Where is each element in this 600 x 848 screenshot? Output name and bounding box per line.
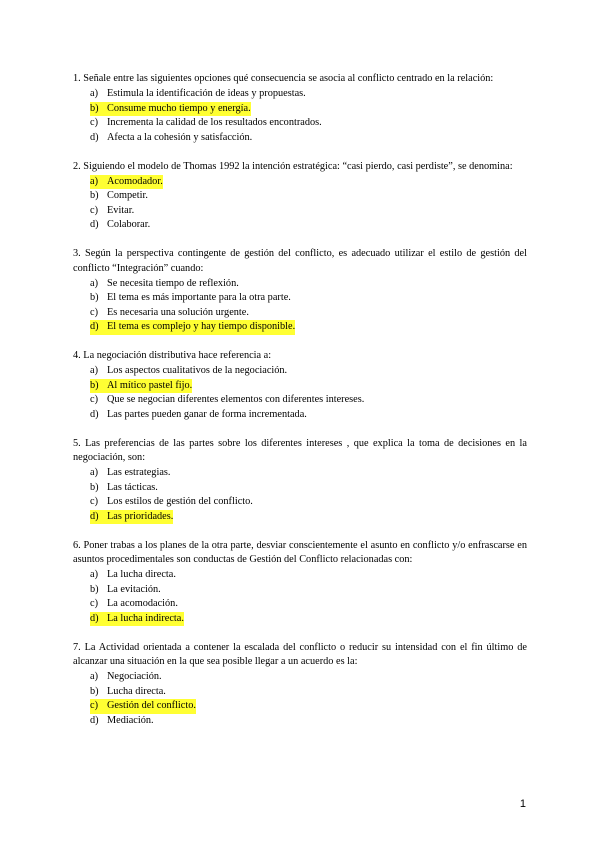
option-b	[73, 583, 527, 598]
option-b	[73, 102, 527, 117]
option-text: Negociación.	[107, 671, 162, 682]
option-list	[73, 670, 527, 728]
option-letter: c)	[90, 699, 107, 714]
option-b	[73, 189, 527, 204]
question-text: 6. Poner trabas a los planes de la otra parte, desviar conscientemente el asunto en conflicto y/o enfrascarse en asuntos procedimentales son conductas de Gestión del Conflicto relacionadas con:	[73, 539, 527, 565]
option-list	[73, 175, 527, 233]
option-a	[73, 175, 527, 190]
option-c	[73, 597, 527, 612]
page-number: 1	[519, 798, 526, 810]
option-d	[73, 714, 527, 729]
option-a	[73, 87, 527, 102]
option-letter: a)	[90, 671, 98, 682]
option-text: Estimula la identificación de ideas y propuestas.	[107, 88, 306, 99]
option-text: Incrementa la calidad de los resultados encontrados.	[107, 117, 322, 128]
option-c	[73, 393, 527, 408]
option-text: Mediación.	[107, 714, 154, 726]
option-text: Los aspectos cualitativos de la negociación.	[107, 365, 288, 376]
option-text: Lucha directa.	[107, 685, 166, 697]
option-text: Las tácticas.	[107, 481, 158, 493]
option-letter: d)	[90, 612, 107, 627]
option-b	[73, 291, 527, 306]
option-d	[73, 320, 527, 335]
option-text-highlighted: Gestión del conflicto.	[107, 699, 196, 714]
option-letter: a)	[90, 467, 98, 478]
option-c	[73, 699, 527, 714]
option-text: Es necesaria una solución urgente.	[107, 306, 249, 318]
option-letter: c)	[90, 306, 98, 318]
option-letter: c)	[90, 204, 98, 216]
question-7	[73, 641, 527, 729]
option-text: Competir.	[107, 190, 148, 201]
option-a	[73, 568, 527, 583]
option-d	[73, 131, 527, 146]
question-list	[73, 72, 527, 743]
option-text: Evitar.	[107, 204, 135, 216]
option-letter: d)	[90, 219, 99, 230]
option-c	[73, 116, 527, 131]
option-letter: c)	[90, 117, 98, 128]
question-1	[73, 72, 527, 145]
option-c	[73, 495, 527, 510]
option-text: Las estrategias.	[107, 467, 171, 478]
option-list	[73, 364, 527, 422]
option-letter: b)	[90, 583, 99, 595]
option-text: Se necesita tiempo de reflexión.	[107, 277, 239, 289]
option-a	[73, 466, 527, 481]
option-letter: c)	[90, 598, 98, 609]
question-text: 3. Según la perspectiva contingente de gestión del conflicto, es adecuado utilizar el estilo de gestión del conflicto “Integración” cuando:	[73, 248, 527, 274]
option-a	[73, 277, 527, 292]
option-text-highlighted: Las prioridades.	[107, 510, 173, 525]
option-text-highlighted: Consume mucho tiempo y energía.	[107, 102, 251, 117]
option-letter: c)	[90, 496, 98, 507]
option-text: La lucha directa.	[107, 569, 176, 580]
question-text: 7. La Actividad orientada a contener la escalada del conflicto o reducir su intensidad con el fin último de alcanzar una situación en la que sea posible llegar a un acuerdo es la:	[73, 641, 527, 667]
question-2	[73, 160, 527, 233]
option-text-highlighted: El tema es complejo y hay tiempo disponible.	[107, 320, 295, 335]
option-text-highlighted: La lucha indirecta.	[107, 612, 184, 627]
option-a	[73, 364, 527, 379]
option-text: Que se negocian diferentes elementos con diferentes intereses.	[107, 394, 365, 405]
option-letter: b)	[90, 379, 107, 394]
option-letter: a)	[90, 277, 98, 289]
option-b	[73, 379, 527, 394]
option-a	[73, 670, 527, 685]
option-text: La evitación.	[107, 583, 161, 595]
option-d	[73, 408, 527, 423]
option-d	[73, 510, 527, 525]
option-letter: d)	[90, 510, 107, 525]
option-letter: b)	[90, 292, 99, 303]
option-letter: a)	[90, 175, 107, 190]
question-3	[73, 247, 527, 335]
question-6	[73, 539, 527, 627]
question-4	[73, 349, 527, 422]
option-c	[73, 306, 527, 321]
question-text: 4. La negociación distributiva hace referencia a:	[73, 350, 272, 361]
option-b	[73, 685, 527, 700]
option-text: La acomodación.	[107, 598, 178, 609]
option-letter: b)	[90, 190, 99, 201]
option-list	[73, 466, 527, 524]
option-letter: d)	[90, 131, 99, 143]
option-text: Afecta a la cohesión y satisfacción.	[107, 131, 253, 143]
option-text: Los estilos de gestión del conflicto.	[107, 496, 253, 507]
option-d	[73, 218, 527, 233]
option-text-highlighted: Acomodador.	[107, 175, 163, 190]
option-text: El tema es más importante para la otra parte.	[107, 292, 291, 303]
question-text: 5. Las preferencias de las partes sobre los diferentes intereses , que explica la toma de decisiones en la negociación, son:	[73, 437, 527, 463]
option-b	[73, 481, 527, 496]
option-text: Colaborar.	[107, 219, 151, 230]
option-letter: d)	[90, 714, 99, 726]
option-letter: d)	[90, 320, 107, 335]
option-c	[73, 204, 527, 219]
option-list	[73, 277, 527, 335]
question-5	[73, 437, 527, 525]
option-d	[73, 612, 527, 627]
option-letter: a)	[90, 88, 98, 99]
option-letter: a)	[90, 569, 98, 580]
option-letter: c)	[90, 394, 98, 405]
option-text: Las partes pueden ganar de forma incrementada.	[107, 408, 307, 420]
option-list	[73, 87, 527, 145]
option-letter: d)	[90, 408, 99, 420]
option-letter: b)	[90, 102, 107, 117]
option-text-highlighted: Al mítico pastel fijo.	[107, 379, 192, 394]
option-letter: a)	[90, 365, 98, 376]
option-list	[73, 568, 527, 626]
question-text: 2. Siguiendo el modelo de Thomas 1992 la intención estratégica: “casi pierdo, casi perdiste”, se denomina:	[73, 160, 513, 172]
option-letter: b)	[90, 481, 99, 493]
question-text: 1. Señale entre las siguientes opciones qué consecuencia se asocia al conflicto centrado en la relación:	[73, 73, 494, 84]
option-letter: b)	[90, 685, 99, 697]
